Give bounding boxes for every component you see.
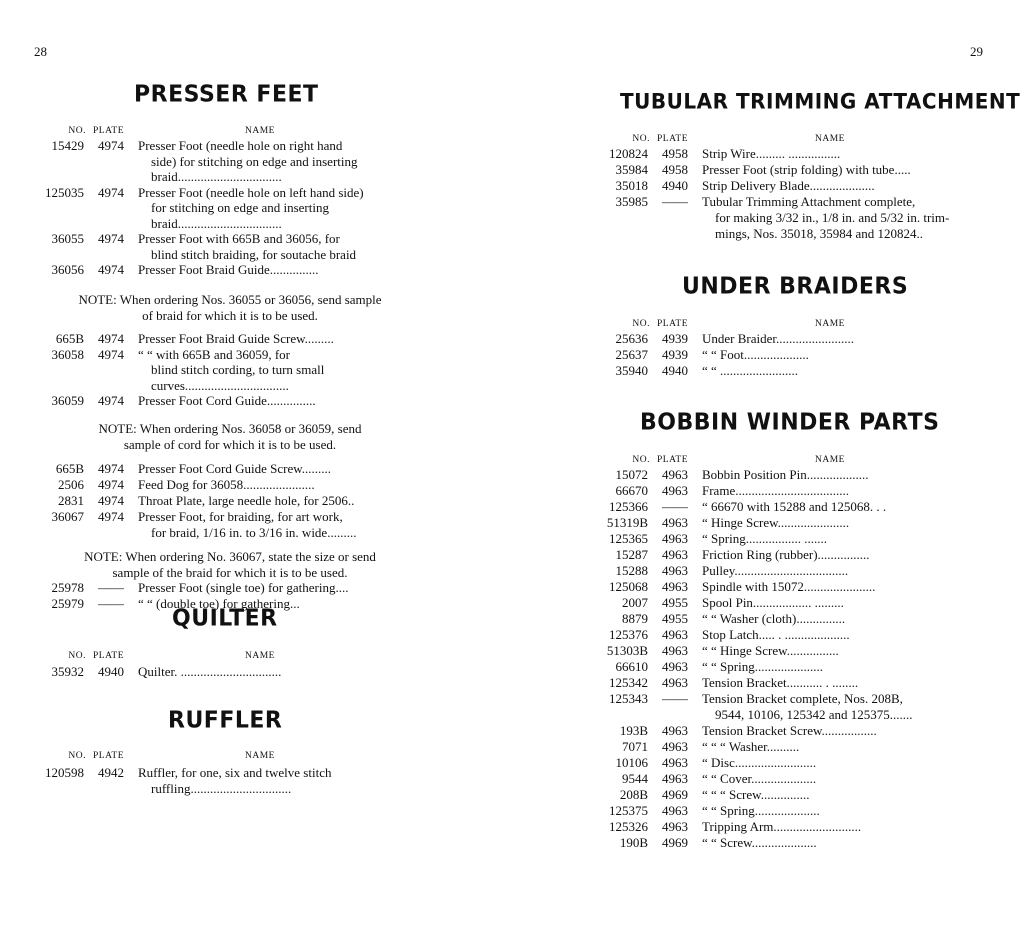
note-text: sample of the braid for which it is to be used.	[112, 565, 348, 580]
col-header-no: NO.	[632, 319, 650, 329]
col-header-name: NAME	[815, 134, 845, 144]
plate-number: ——	[98, 596, 124, 611]
plate-number: 4963	[662, 547, 688, 562]
part-name: Presser Foot, for braiding, for art work,	[138, 509, 343, 524]
part-name: Presser Foot with 665B and 36056, for	[138, 231, 340, 246]
col-header-name: NAME	[245, 126, 275, 136]
part-name: “ “ (double toe) for gathering...	[138, 596, 300, 611]
col-header-plate: PLATE	[93, 751, 124, 761]
plate-number: 4940	[662, 178, 688, 193]
part-name: “ Spring................. .......	[702, 531, 827, 546]
part-number: 51303B	[606, 643, 648, 658]
part-name: Presser Foot (needle hole on left hand side)	[138, 184, 364, 200]
part-number: 15429	[51, 138, 84, 153]
part-number: 125326	[609, 819, 648, 834]
plate-number: 4963	[662, 579, 688, 594]
part-number: 193B	[619, 723, 648, 738]
part-name: “ “ ........................	[702, 363, 799, 378]
part-number: 35940	[615, 363, 648, 378]
plate-number: ——	[662, 691, 688, 706]
plate-number: 4974	[98, 509, 124, 524]
part-number: 15288	[615, 563, 648, 578]
part-name: Tripping Arm...........................	[702, 819, 862, 834]
note-text: of braid for which it is to be used.	[142, 308, 318, 323]
part-number: 125068	[609, 579, 648, 594]
note-text: NOTE: When ordering No. 36067, state the size or send	[84, 549, 376, 564]
plate-number: 4955	[662, 595, 688, 610]
col-header-name: NAME	[815, 319, 845, 329]
part-name: Ruffler, for one, six and twelve stitch	[138, 765, 332, 780]
part-name: Strip Wire......... ................	[702, 146, 841, 161]
part-name: “ “ Washer (cloth)...............	[702, 611, 846, 626]
part-name: Tension Bracket complete, Nos. 208B,	[702, 691, 903, 706]
plate-number: 4974	[98, 231, 124, 246]
part-number: 8879	[622, 611, 648, 626]
part-number: 35985	[615, 194, 648, 209]
part-number: 15287	[615, 547, 648, 562]
part-name: “ Disc.........................	[702, 755, 817, 770]
plate-number: 4974	[98, 346, 124, 362]
plate-number: 4958	[662, 162, 688, 177]
col-header-plate: PLATE	[657, 319, 688, 329]
plate-number: 4974	[98, 393, 124, 408]
plate-number: ——	[662, 499, 688, 514]
part-name: Presser Foot Braid Guide...............	[138, 262, 319, 277]
part-name: Pulley...................................	[702, 563, 849, 578]
part-number: 36059	[51, 393, 84, 408]
section-title-quilter: QUILTER	[172, 605, 278, 632]
part-name: curves................................	[151, 377, 289, 393]
plate-number: 4940	[662, 363, 688, 378]
part-number: 25636	[615, 331, 648, 346]
part-number: 2007	[622, 595, 648, 610]
part-name: “ 66670 with 15288 and 125068. . .	[702, 499, 887, 514]
part-number: 51319B	[606, 515, 648, 530]
plate-number: 4939	[662, 347, 688, 362]
plate-number: 4963	[662, 675, 688, 690]
col-header-plate: PLATE	[93, 651, 124, 661]
plate-number: 4974	[98, 138, 124, 153]
part-number: 10106	[615, 755, 648, 770]
part-name: Quilter. ...............................	[138, 664, 282, 679]
section-title-bobbin-winder: BOBBIN WINDER PARTS	[640, 409, 940, 436]
part-name: for making 3/32 in., 1/8 in. and 5/32 in. trim-	[715, 210, 950, 225]
part-name: Presser Foot (strip folding) with tube.....	[702, 162, 911, 177]
part-name: Under Braider........................	[702, 331, 855, 346]
part-name: side) for stitching on edge and inserting	[151, 153, 358, 169]
part-name: “ Hinge Screw......................	[702, 515, 850, 530]
part-name: “ “ “ Screw...............	[702, 787, 810, 802]
part-number: 120824	[609, 146, 648, 161]
plate-number: 4963	[662, 659, 688, 674]
note-text: NOTE: When ordering Nos. 36055 or 36056, send sample	[78, 292, 382, 307]
part-name: “ “ Spring.....................	[702, 659, 823, 674]
part-name: Presser Foot (needle hole on right hand	[138, 138, 343, 153]
part-name: Throat Plate, large needle hole, for 2506..	[138, 493, 355, 508]
plate-number: 4963	[662, 771, 688, 786]
part-number: 125365	[609, 531, 648, 546]
plate-number: 4963	[662, 803, 688, 818]
part-name: “ “ Hinge Screw................	[702, 643, 839, 658]
section-title-tubular: TUBULAR TRIMMING ATTACHMENT	[620, 88, 1021, 114]
part-name: Feed Dog for 36058......................	[138, 477, 315, 492]
part-number: 36056	[51, 262, 84, 277]
plate-number: 4958	[662, 146, 688, 161]
col-header-no: NO.	[68, 651, 86, 661]
plate-number: 4974	[98, 184, 124, 200]
plate-number: 4963	[662, 819, 688, 834]
part-name: Presser Foot Braid Guide Screw.........	[138, 331, 334, 346]
part-name: Presser Foot Cord Guide...............	[138, 393, 316, 408]
part-name: “ “ Screw....................	[702, 835, 817, 850]
part-name: Frame...................................	[702, 483, 849, 498]
part-number: 66610	[615, 659, 648, 674]
section-title-presser-feet: PRESSER FEET	[134, 81, 319, 108]
part-name: Tension Bracket Screw.................	[702, 723, 877, 738]
part-name: Spindle with 15072......................	[702, 579, 876, 594]
col-header-plate: PLATE	[93, 126, 124, 136]
part-name: Presser Foot (single toe) for gathering....	[138, 580, 349, 595]
part-number: 190B	[619, 835, 648, 850]
page-number-right: 29	[970, 44, 983, 59]
col-header-name: NAME	[245, 751, 275, 761]
plate-number: 4974	[98, 493, 124, 508]
part-number: 15072	[615, 467, 648, 482]
part-number: 125342	[609, 675, 648, 690]
col-header-no: NO.	[632, 134, 650, 144]
part-number: 125343	[609, 691, 648, 706]
part-name: Presser Foot Cord Guide Screw.........	[138, 461, 332, 476]
part-name: Stop Latch..... . ....................	[702, 627, 850, 642]
section-title-under-braiders: UNDER BRAIDERS	[682, 273, 909, 300]
plate-number: ——	[98, 580, 124, 595]
plate-number: ——	[662, 194, 688, 209]
part-name: blind stitch braiding, for soutache braid	[151, 246, 357, 262]
plate-number: 4963	[662, 755, 688, 770]
part-name: mings, Nos. 35018, 35984 and 120824..	[715, 226, 923, 241]
part-number: 25978	[51, 580, 84, 595]
part-name: braid................................	[151, 169, 282, 184]
section-title-ruffler: RUFFLER	[168, 707, 283, 734]
part-name: Tubular Trimming Attachment complete,	[702, 194, 916, 209]
part-name: for braid, 1/16 in. to 3/16 in. wide.........	[151, 525, 357, 540]
part-name: “ “ Spring....................	[702, 803, 820, 818]
part-number: 36058	[51, 346, 84, 362]
part-number: 35018	[615, 178, 648, 193]
plate-number: 4963	[662, 723, 688, 738]
part-number: 665B	[55, 461, 84, 476]
plate-number: 4939	[662, 331, 688, 346]
part-number: 665B	[55, 331, 84, 346]
part-name: “ “ with 665B and 36059, for	[138, 346, 291, 362]
plate-number: 4969	[662, 787, 688, 802]
part-number: 35984	[615, 162, 648, 177]
part-name: Tension Bracket........... . ........	[702, 675, 859, 690]
plate-number: 4955	[662, 611, 688, 626]
col-header-name: NAME	[245, 651, 275, 661]
part-number: 125376	[609, 627, 648, 642]
part-number: 125035	[45, 184, 84, 200]
plate-number: 4942	[98, 765, 124, 780]
note-text: sample of cord for which it is to be used.	[123, 437, 337, 452]
plate-number: 4963	[662, 627, 688, 642]
col-header-no: NO.	[68, 126, 86, 136]
plate-number: 4963	[662, 483, 688, 498]
col-header-no: NO.	[632, 455, 650, 465]
part-name: Spool Pin.................. .........	[702, 595, 844, 610]
plate-number: 4963	[662, 563, 688, 578]
part-name: “ “ Foot....................	[702, 347, 809, 362]
part-number: 36055	[51, 231, 84, 246]
part-name: for stitching on edge and inserting	[151, 200, 329, 215]
plate-number: 4974	[98, 477, 124, 492]
part-name: “ “ Cover....................	[702, 771, 817, 786]
part-number: 2831	[58, 493, 84, 508]
plate-number: 4963	[662, 739, 688, 754]
col-header-no: NO.	[68, 751, 86, 761]
col-header-plate: PLATE	[657, 134, 688, 144]
part-number: 25979	[51, 596, 84, 611]
plate-number: 4974	[98, 262, 124, 277]
part-number: 7071	[622, 739, 648, 754]
col-header-plate: PLATE	[657, 455, 688, 465]
part-number: 208B	[619, 787, 648, 802]
part-number: 2506	[58, 477, 84, 492]
plate-number: 4940	[98, 664, 124, 679]
plate-number: 4963	[662, 467, 688, 482]
part-number: 35932	[51, 664, 84, 679]
part-number: 125366	[609, 499, 648, 514]
part-name: “ “ “ Washer..........	[702, 739, 800, 754]
part-name: 9544, 10106, 125342 and 125375.......	[715, 707, 913, 722]
part-number: 25637	[615, 347, 648, 362]
part-name: blind stitch cording, to turn small	[151, 362, 325, 377]
part-number: 9544	[622, 771, 648, 786]
part-number: 36067	[51, 509, 84, 524]
plate-number: 4963	[662, 531, 688, 546]
plate-number: 4963	[662, 643, 688, 658]
part-number: 125375	[609, 803, 648, 818]
plate-number: 4963	[662, 515, 688, 530]
plate-number: 4974	[98, 331, 124, 346]
part-name: Bobbin Position Pin...................	[702, 467, 869, 482]
page-number-left: 28	[34, 44, 47, 59]
part-number: 120598	[45, 765, 84, 780]
part-number: 66670	[615, 483, 648, 498]
plate-number: 4969	[662, 835, 688, 850]
note-text: NOTE: When ordering Nos. 36058 or 36059, send	[98, 421, 362, 436]
part-name: braid................................	[151, 215, 282, 231]
part-name: Friction Ring (rubber)................	[702, 547, 870, 562]
part-name: Strip Delivery Blade....................	[702, 178, 875, 193]
plate-number: 4974	[98, 461, 124, 476]
part-name: ruffling...............................	[151, 781, 292, 796]
col-header-name: NAME	[815, 455, 845, 465]
